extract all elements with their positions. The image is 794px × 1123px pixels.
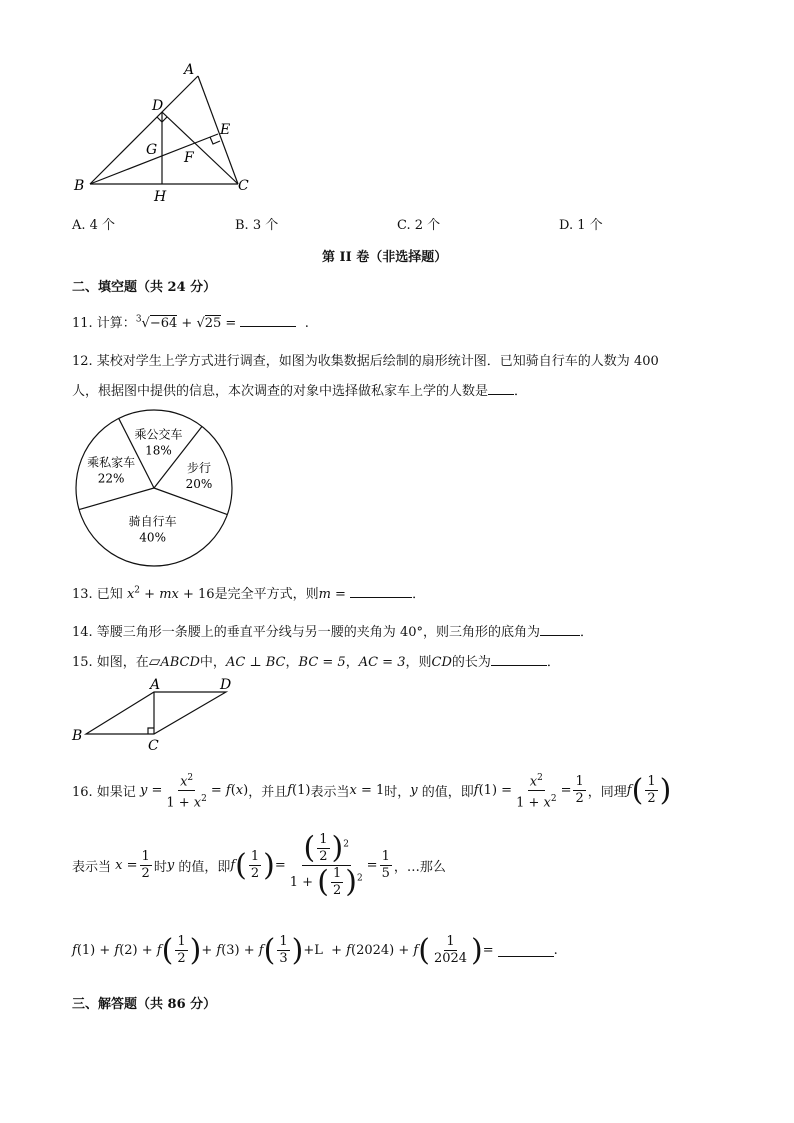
q11-suffix: . xyxy=(304,316,309,331)
pie-slice-label: 骑自行车 xyxy=(128,514,177,529)
q16-prefix: 16. 如果记 xyxy=(72,785,136,801)
q16-text2: 表示当 xyxy=(310,785,350,801)
pie-slice-label: 乘公交车 xyxy=(134,427,183,442)
q15-target: CD xyxy=(431,655,452,670)
choice-b: B. 3 个 xyxy=(235,218,279,233)
q15-tail: 的长为 xyxy=(451,655,491,670)
label-B: B xyxy=(74,178,85,194)
q13-answer-blank[interactable] xyxy=(350,585,412,598)
q13-suffix: ． xyxy=(412,587,426,602)
q16-sum-tail: L xyxy=(314,943,323,958)
pie-slice-label: 步行 xyxy=(186,461,211,476)
pie-slice-value: 18% xyxy=(145,443,172,458)
pie-slice-value: 20% xyxy=(185,477,213,492)
q11-answer-blank[interactable] xyxy=(240,314,296,327)
q15-mid1: 中， xyxy=(199,655,226,670)
pg-label-A: A xyxy=(150,677,161,693)
q15-suffix: ． xyxy=(546,655,560,670)
choice-d: D. 1 个 xyxy=(559,218,603,233)
q16-line2-prefix: 表示当 xyxy=(72,860,112,875)
q15-cond3: AC = 3 xyxy=(358,655,406,670)
pie-slice-boundary xyxy=(79,488,154,510)
q16-line1: 16. 如果记 y = $\frac{x^2}{1 + x^2}$ = f ( x ) ，并且 f (1) 表示当 x = 1 时， y 的值，即 f (1) = $\frac{x^2}{1 + x^2}$ = $\frac{1}{2}$ ，同理 f ( $\frac{1}{2}$ ) xyxy=(72,770,671,812)
section3-heading: 三、解答题（共 86 分） xyxy=(72,997,217,1012)
q15-cond1: AC ⊥ BC xyxy=(225,655,286,670)
q14-answer-blank[interactable] xyxy=(540,623,580,636)
section2-heading: 二、填空题（共 24 分） xyxy=(72,280,217,295)
pg-label-B: B xyxy=(72,728,83,744)
q16-text4: 的值，即 xyxy=(421,785,474,801)
q16-year-2: 2024 xyxy=(433,951,468,966)
q15: 15. 如图，在▱ABCD中，AC ⊥ BC，BC = 5，AC = 3，则CD的长为 ． xyxy=(72,652,560,670)
q15-mid2: ，则 xyxy=(405,655,432,670)
q12-line2-end: ． xyxy=(514,384,528,399)
q14-suffix: ． xyxy=(579,625,593,640)
q13: 13. 已知 $x^2$ + mx + 16是完全平方式，则m = ． xyxy=(72,585,426,602)
q16-text5: ，同理 xyxy=(587,785,627,801)
label-F: F xyxy=(184,150,194,166)
q16-line2-end: ，…那么 xyxy=(393,860,446,875)
label-E: E xyxy=(220,122,231,138)
label-G: G xyxy=(146,142,158,158)
q11-root-index: 3 xyxy=(135,314,142,325)
q16-text1: ，并且 xyxy=(248,785,288,801)
q11: 11. 计算：$^3$√−64 + √25 = . xyxy=(72,314,309,331)
q14-text: 14. 等腰三角形一条腰上的垂直平分线与另一腰的夹角为 40°，则三角形的底角为 xyxy=(72,625,540,640)
q16-line3: f (1) + f (2) + f ( $\frac{1}{2}$ ) + f (3) + f ( $\frac{1}{3}$ ) + L + f ( 2024 ) + f ( $\frac{1}{2024}$ ) = . xyxy=(72,932,558,968)
part2-title: 第 II 卷（非选择题） xyxy=(322,250,448,265)
q15-prefix: 15. 如图，在 xyxy=(72,655,149,670)
q16-line2-mid: 时 xyxy=(153,860,167,875)
q16-year-1: 2024 xyxy=(356,943,390,958)
choice-c: C. 2 个 xyxy=(397,218,441,233)
q15-para: ABCD xyxy=(160,655,200,670)
q16-line2: 表示当 x = $\frac{1}{2}$ 时 y 的值，即 f ( $\frac{1}{2}$ ) = ( $\frac{1}{2}$ )$^2$ 1 + ( $\frac{1}{2}$ )$^2$ = $\frac{1}{5}$ ，…那么 xyxy=(72,830,446,900)
q12-line2-text: 人，根据图中提供的信息，本次调查的对象中选择做私家车上学的人数是 xyxy=(72,384,489,399)
q13-var: m xyxy=(318,587,331,602)
q11-radicand2: 25 xyxy=(204,316,222,331)
q12-line2 xyxy=(72,380,527,399)
parallelogram-figure xyxy=(66,676,256,756)
pie-slice-label: 乘私家车 xyxy=(87,455,136,470)
q13-expr-tail: 是完全平方式，则 xyxy=(214,587,319,602)
pie-slice-boundary xyxy=(154,488,227,515)
q12-answer-blank[interactable] xyxy=(488,382,514,395)
label-D: D xyxy=(152,98,164,114)
q13-prefix: 13. 已知 xyxy=(72,587,123,602)
q11-radicand1: −64 xyxy=(149,316,178,331)
label-A: A xyxy=(184,62,195,78)
pie-slice-value: 40% xyxy=(139,530,166,545)
q16-text3: 时， xyxy=(384,785,411,801)
q12-line1: 12. 某校对学生上学方式进行调查，如图为收集数据后绘制的扇形统计图．已知骑自行车的人数为 400 xyxy=(72,354,659,369)
label-H: H xyxy=(154,189,167,205)
q16-line2-mid2: 的值，即 xyxy=(178,860,231,875)
pie-chart xyxy=(70,408,240,568)
choice-a: A. 4 个 xyxy=(72,218,116,233)
triangle-figure xyxy=(60,58,270,208)
q16-answer-blank[interactable] xyxy=(498,944,554,957)
q16-suffix: . xyxy=(553,943,558,958)
pg-label-D: D xyxy=(220,677,232,693)
q15-cond2: BC = 5 xyxy=(298,655,346,670)
q15-answer-blank[interactable] xyxy=(491,653,547,666)
pie-slice-value: 22% xyxy=(97,471,125,486)
pg-label-C: C xyxy=(148,738,159,754)
q14 xyxy=(72,621,593,640)
label-C: C xyxy=(238,178,249,194)
q11-prefix: 11. 计算： xyxy=(72,316,136,331)
